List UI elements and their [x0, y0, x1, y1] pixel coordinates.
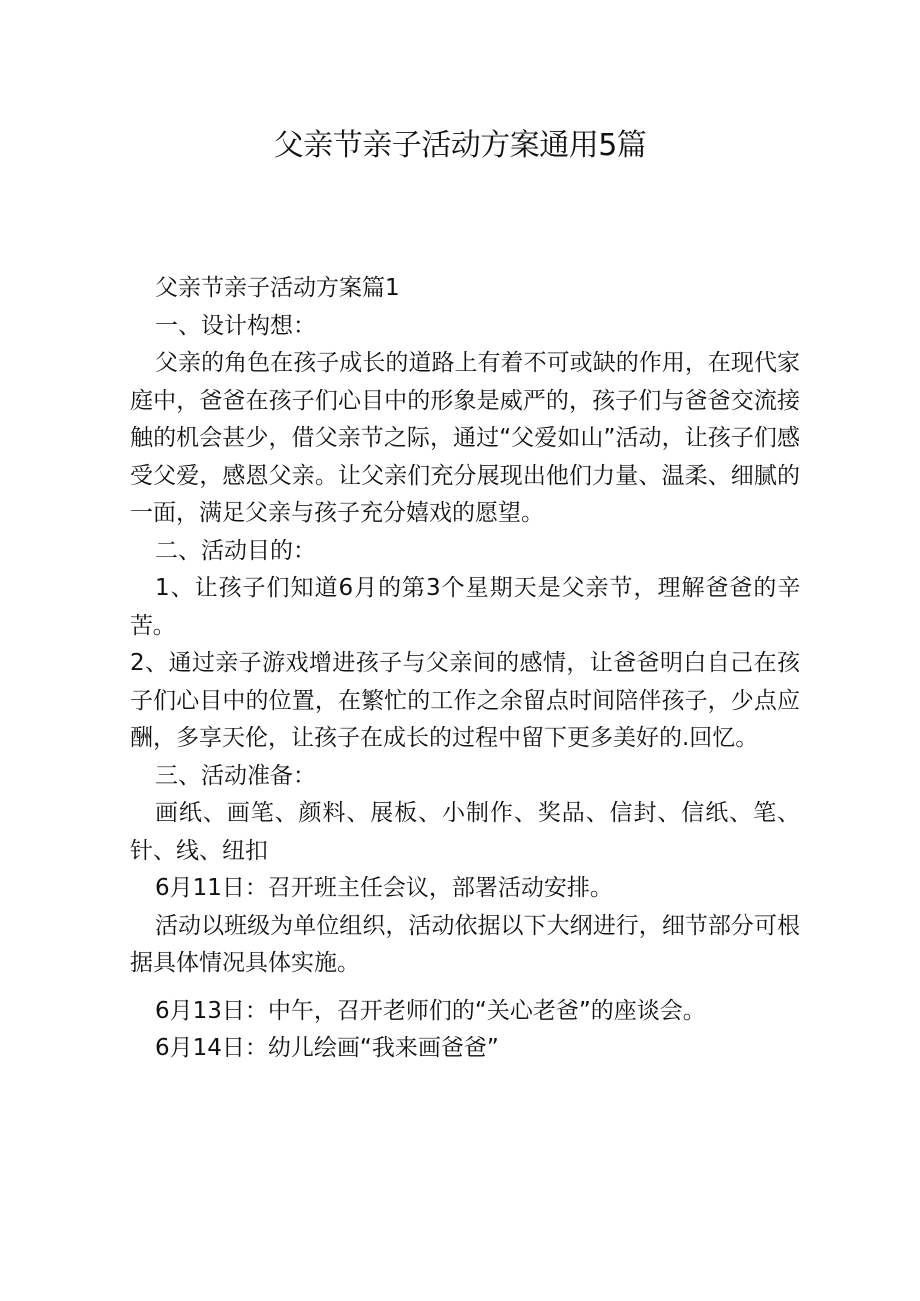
- paragraph-materials: 画纸、画笔、颜料、展板、小制作、奖品、信封、信纸、笔、针、线、纽扣: [130, 800, 800, 864]
- section-heading: 父亲节亲子活动方案篇1: [155, 275, 400, 301]
- paragraph-june-11: 6月11日：召开班主任会议，部署活动安排。: [155, 875, 613, 901]
- subheading-activity-preparation: 三、活动准备：: [155, 762, 316, 789]
- subheading-design-concept: 一、设计构想：: [155, 312, 316, 339]
- subheading-activity-purpose: 二、活动目的：: [155, 537, 316, 564]
- document-title: 父亲节亲子活动方案通用5篇: [273, 128, 647, 163]
- paragraph-organization: 活动以班级为单位组织，活动依据以下大纲进行，细节部分可根据具体情况具体实施。: [130, 912, 800, 976]
- paragraph-purpose-2: 2、通过亲子游戏增进孩子与父亲间的感情，让爸爸明白自己在孩子们心目中的位置，在繁忙的工作之余留点时间陪伴孩子，少点应酬，多享天伦，让孩子在成长的过程中留下更多美好的.回忆。: [130, 650, 800, 751]
- paragraph-purpose-1: 1、让孩子们知道6月的第3个星期天是父亲节，理解爸爸的辛苦。: [130, 575, 800, 639]
- paragraph-june-14: 6月14日：幼儿绘画“我来画爸爸”: [155, 1035, 499, 1061]
- paragraph-design-concept: 父亲的角色在孩子成长的道路上有着不可或缺的作用，在现代家庭中，爸爸在孩子们心目中的形象是威严的，孩子们与爸爸交流接触的机会甚少，借父亲节之际，通过“父爱如山”活动，让孩子们感受父爱，感恩父亲。让父亲们充分展现出他们力量、温柔、细腻的一面，满足父亲与孩子充分嬉戏的愿望。: [130, 350, 800, 526]
- paragraph-june-13: 6月13日：中午，召开老师们的“关心老爸”的座谈会。: [155, 997, 706, 1024]
- document-body: [130, 270, 800, 1068]
